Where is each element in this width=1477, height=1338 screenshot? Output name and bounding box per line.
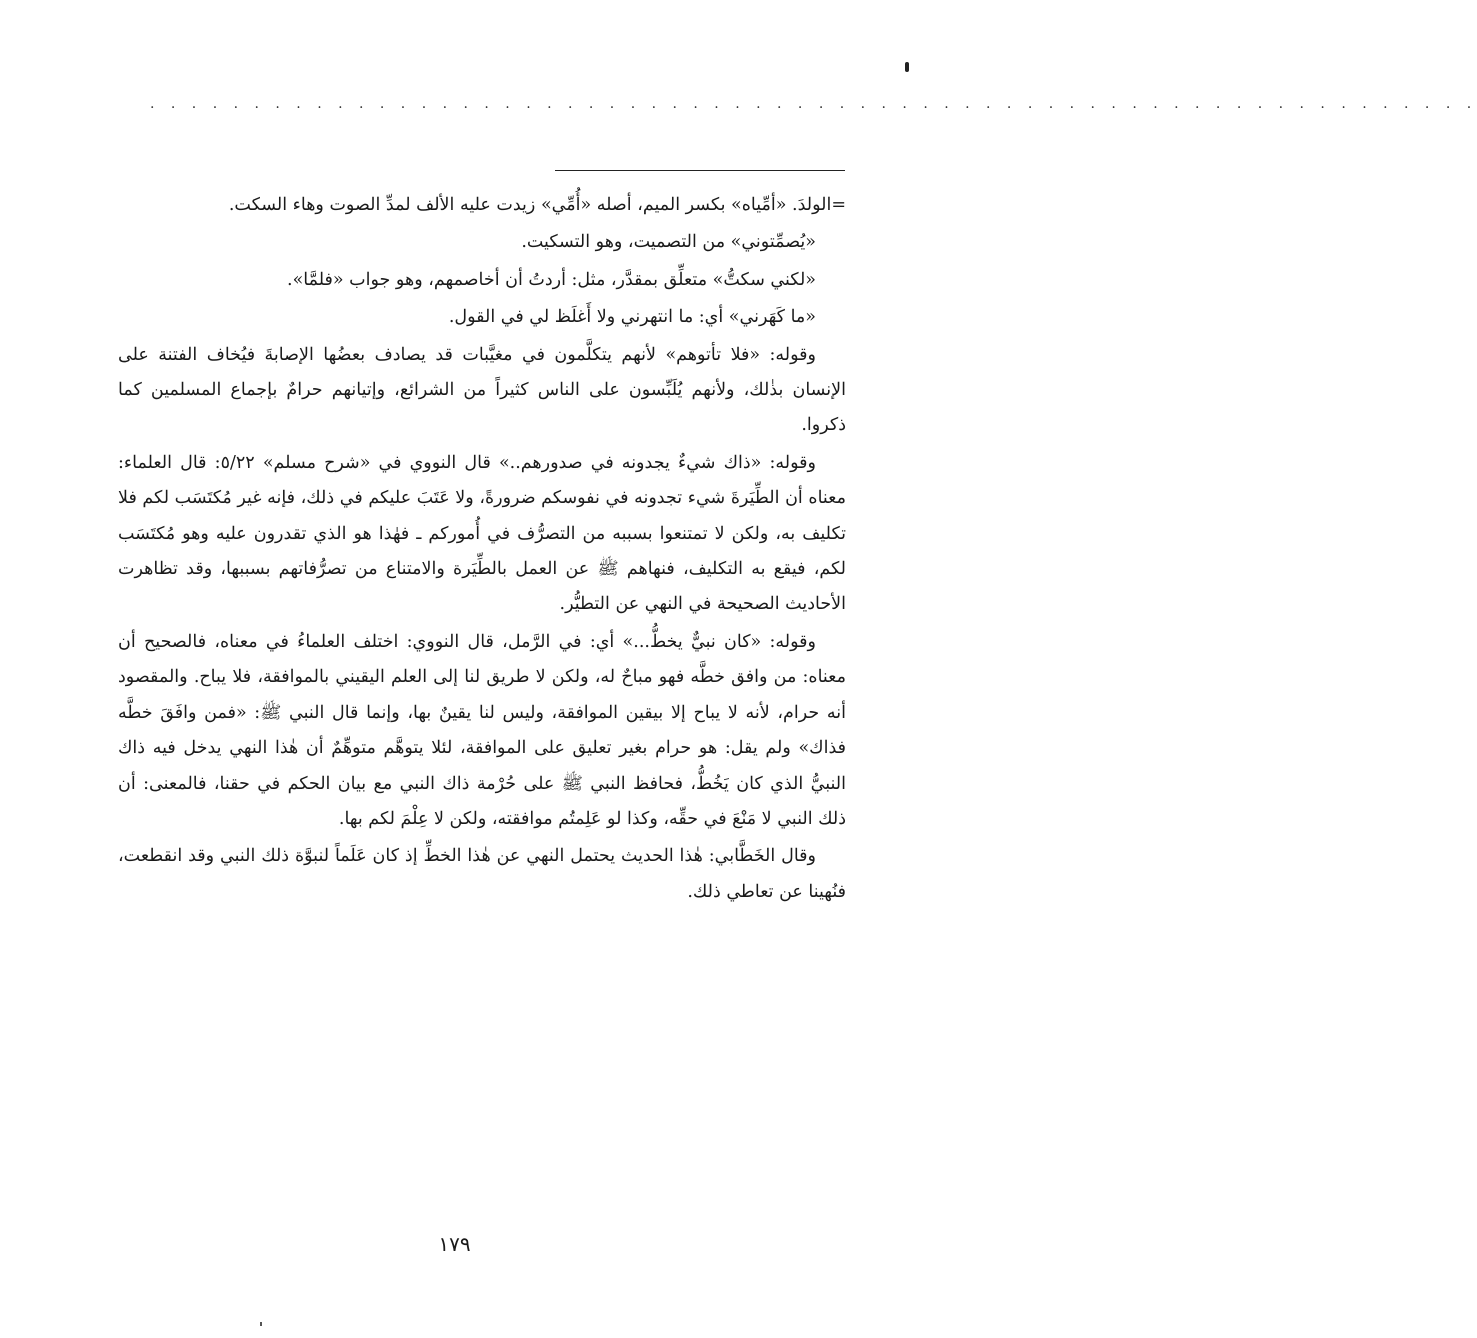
paragraph: وقوله: «كان نبيٌّ يخطُّ...» أي: في الرَّمل، قال النووي: اختلف العلماءُ في معناه، فالصحيح أن معناه: من وافق خطَّه فهو مباحٌ له، ولكن لا طريق لنا إلى العلم اليقيني بالموافقة، فلا يباح. والمقصود أنه حرام، لأنه لا يباح إلا بيقين الموافقة، وليس لنا يقينٌ بها، وإنما قال النبي ﷺ: «فمن وافَقَ خطَّه فذاك» ولم يقل: هو حرام بغير تعليق على الموافقة، لئلا يتوهَّم متوهِّمٌ أن هٰذا النهي يدخل فيه ذاك النبيُّ الذي كان يَخُطُّ، فحافظ النبي ﷺ على حُرْمة ذاك النبي مع بيان الحكم في حقنا، فالمعنى: أن ذلك النبي لا مَنْعَ في حقِّه، وكذا لو عَلِمتُم موافقته، ولكن لا عِلْمَ لكم بها. [118,631,846,829]
edge-mark [905,62,909,72]
footnote-text [118,188,846,912]
paragraph: =الولدَ. «أمِّياه» بكسر الميم، أصله «أُمِّي» زيدت عليه الألف لمدِّ الصوت وهاء السكت. [228,195,846,215]
page-number: ١٧٩ [438,1232,471,1256]
paragraph: وقال الخَطَّابي: هٰذا الحديث يحتمل النهي عن هٰذا الخطِّ إذ كان عَلَماً لنبوَّة ذلك النبي وقد انقطعت، فنُهينا عن تعاطي ذلك. [118,846,846,902]
footnote-rule [555,170,845,171]
separator-dots: . . . . . . . . . . . . . . . . . . . . . . . . . . . . . . . . . . . . . . . . . . . . . . . . . . . . . . . . . . . . . . . . [150,96,1477,112]
paragraph: «يُصمِّتوني» من التصميت، وهو التسكيت. [521,232,816,253]
scan-speck [260,1322,262,1326]
paragraph: وقوله: «ذاك شيءٌ يجدونه في صدورهم..» قال النووي في «شرح مسلم» ٥/٢٢: قال العلماء: معناه أن الطِّيَرةَ شيء تجدونه في نفوسكم ضرورةً، ولا عَتَبَ عليكم في ذلك، فإنه غير مُكتَسَب لكم فلا تكليف به، ولكن لا تمتنعوا بسببه من التصرُّف في أُموركم ـ فهٰذا هو الذي تقدرون عليه وهو مُكتَسَب لكم، فيقع به التكليف، فنهاهم ﷺ عن العمل بالطِّيَرة والامتناع من تصرُّفاتهم بسببها، وقد تظاهرت الأحاديث الصحيحة في النهي عن التطيُّر. [118,452,846,615]
paragraph: «ما كَهَرني» أي: ما انتهرني ولا أَغلَظ لي في القول. [448,307,816,328]
paragraph: «لكني سكتُّ» متعلِّق بمقدَّر، مثل: أردتُ أن أخاصمهم، وهو جواب «فلمَّا». [287,269,816,290]
paragraph: وقوله: «فلا تأتوهم» لأنهم يتكلَّمون في مغيَّبات قد يصادف بعضُها الإصابةَ فيُخاف الفتنة على الإنسان بذٰلك، ولأنهم يُلَبِّسون على الناس كثيراً من الشرائع، وإتيانهم حرامٌ بإجماع المسلمين كما ذكروا. [118,344,846,436]
